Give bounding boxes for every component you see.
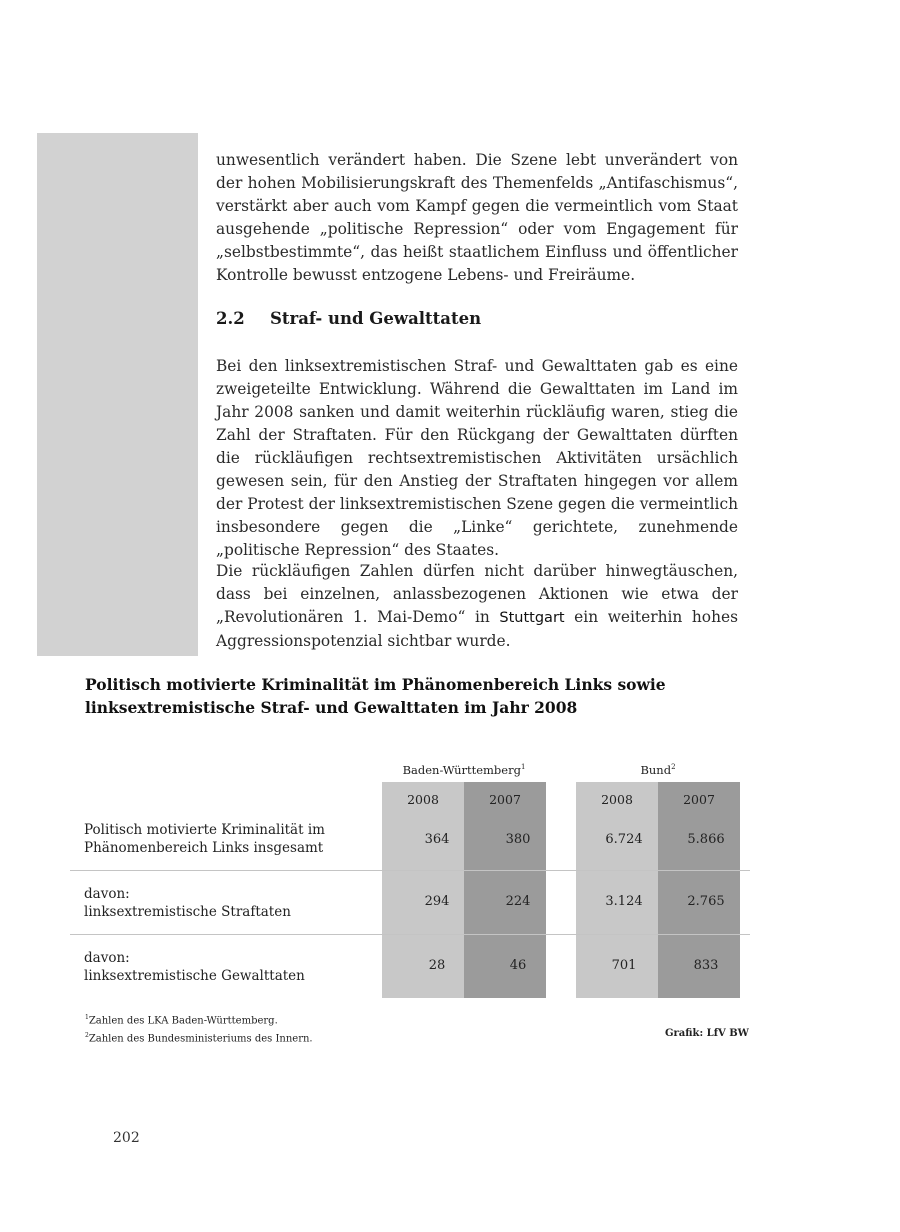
row-label-line: davon: [84,886,130,902]
section-heading [216,309,481,328]
paragraph-text: Die rückläufigen Zahlen dürfen nicht darüber hinwegtäuschen, dass bei einzelnen, anlassbezogenen Aktionen wie etwa der „Revolutionären 1. Mai-Demo“ in [216,562,738,626]
year-header: 2008 [407,792,439,807]
value-cell: 380 [505,832,531,847]
body-paragraph-1 [216,149,738,287]
row-label-line: linksextremistische Straftaten [84,904,291,920]
stuttgart-link[interactable]: Stuttgart [499,610,565,626]
footnotes [85,1010,313,1047]
row-label-line: Phänomenbereich Links insgesamt [84,840,324,856]
graphic-credit: Grafik: LfV BW [665,1028,749,1039]
chart-title [85,673,785,719]
year-header: 2008 [601,792,633,807]
group-name: Baden-Württemberg [402,763,521,777]
value-cell: 5.866 [687,832,725,847]
group-name: Bund [640,763,672,777]
body-paragraph-2 [216,355,738,562]
group-header-bund [576,763,740,777]
footnote-2: $^2$Zahlen des Bundesministeriums des Innern. [85,1032,313,1045]
row-label [84,821,325,857]
group-header-bw [382,763,546,777]
row-divider [70,934,750,935]
paragraph-text: unwesentlich verändert haben. Die Szene lebt unverändert von der hohen Mobilisierungskraft des Themenfelds „Antifaschismus“, verstärkt aber auch vom Kampf gegen die vermeintlich vom Staat ausgehende „politische Repression“ oder vom Engagement für „selbstbestimmte“, das heißt staatlichem Einfluss und öffentlicher Kontrolle bewusst entzogene Lebens- und Freiräume. [216,151,738,284]
value-cell: 3.124 [605,894,643,909]
paragraph-text: Bei den linksextremistischen Straf- und Gewalttaten gab es eine zweigeteilte Entwicklung. Während die Gewalttaten im Land im Jahr 2008 sanken und damit weiterhin rückläufig waren, stieg die Zahl der Straftaten. Für den Rückgang der Gewalttaten dürften die rückläufigen rechtsextremistischen Aktivitäten ursächlich gewesen sein, für den Anstieg der Straftaten hingegen vor allem der Protest der linksextremistischen Szene gegen die vermeintlich insbesondere gegen die „Linke“ gerichtete, zunehmende „politische Repression“ des Staates. [216,357,738,559]
row-label-line: linksextremistische Gewalttaten [84,968,305,984]
footnote-1: $^1$Zahlen des LKA Baden-Württemberg. [85,1014,278,1027]
body-paragraph-3 [216,560,738,653]
value-cell: 46 [509,958,527,973]
footnote-mark: 2 [671,763,676,772]
page-number: 202 [113,1130,140,1146]
value-cell: 833 [693,958,719,973]
chart-title-line-2: linksextremistische Straf- und Gewalttaten im Jahr 2008 [85,698,578,717]
value-cell: 364 [424,832,450,847]
row-label-line: Politisch motivierte Kriminalität im [84,822,325,838]
value-cell: 294 [424,894,450,909]
year-header: 2007 [683,792,715,807]
row-label [84,949,305,985]
sidebar-gray-bar [37,133,198,656]
value-cell: 224 [505,894,531,909]
chart-title-line-1: Politisch motivierte Kriminalität im Phänomenbereich Links sowie [85,675,666,694]
row-label [84,885,291,921]
footnote-mark: 1 [520,763,526,772]
row-label-line: davon: [84,950,130,966]
section-title: Straf- und Gewalttaten [270,309,482,328]
value-cell: 6.724 [605,832,643,847]
value-cell: 2.765 [687,894,725,909]
value-cell: 701 [611,958,637,973]
row-divider [70,870,750,871]
value-cell: 28 [428,958,446,973]
paragraph-text: ein weiterhin hohes Aggressionspotenzial sichtbar wurde. [216,608,738,650]
section-number: 2.2 [216,309,245,328]
year-header: 2007 [489,792,521,807]
